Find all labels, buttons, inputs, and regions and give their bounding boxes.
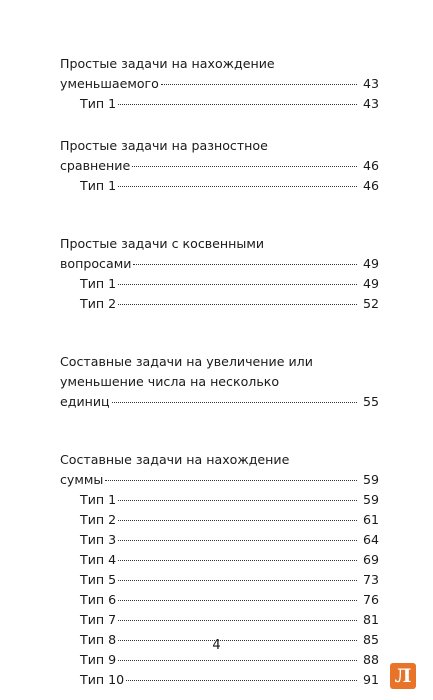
toc-entry [60, 470, 379, 490]
entry-text: Тип 6 [80, 592, 117, 607]
toc-subentry [60, 294, 379, 314]
toc-subentry [60, 530, 379, 550]
entry-page: 64 [362, 532, 379, 547]
section-title: Составные задачи на нахождение [60, 452, 290, 467]
toc-entry [60, 74, 379, 94]
dot-leader [118, 620, 357, 621]
toc-entry [60, 392, 379, 412]
toc-subentry [60, 176, 379, 196]
dot-leader [118, 104, 357, 105]
dot-leader [118, 304, 357, 305]
toc-subentry [60, 510, 379, 530]
toc-section [60, 136, 379, 196]
entry-text: Тип 5 [80, 572, 117, 587]
entry-page: 76 [362, 592, 379, 607]
dot-leader [112, 402, 357, 403]
toc-entry [60, 156, 379, 176]
entry-text: единиц [60, 394, 110, 409]
toc-subentry [60, 94, 379, 114]
entry-text: Тип 1 [80, 276, 117, 291]
entry-text: сравнение [60, 158, 131, 173]
entry-page: 43 [362, 96, 379, 111]
section-title: уменьшение числа на несколько [60, 374, 280, 389]
entry-page: 46 [362, 158, 379, 173]
entry-page: 85 [362, 632, 379, 647]
entry-text: Тип 2 [80, 296, 117, 311]
dot-leader [118, 284, 357, 285]
toc-subentry [60, 610, 379, 630]
entry-page: 59 [362, 472, 379, 487]
dot-leader [118, 540, 357, 541]
toc-subentry [60, 274, 379, 294]
entry-text: суммы [60, 472, 104, 487]
entry-page: 81 [362, 612, 379, 627]
toc-section [60, 450, 379, 690]
dot-leader [118, 560, 357, 561]
toc-subentry [60, 490, 379, 510]
toc-subentry [60, 570, 379, 590]
dot-leader [118, 660, 357, 661]
section-title: Простые задачи с косвенными [60, 236, 265, 251]
dot-leader [118, 520, 357, 521]
entry-text: уменьшаемого [60, 76, 159, 91]
toc-entry [60, 254, 379, 274]
dot-leader [118, 600, 357, 601]
toc-subentry [60, 650, 379, 670]
entry-text: Тип 2 [80, 512, 117, 527]
entry-page: 49 [362, 256, 379, 271]
toc-subentry [60, 550, 379, 570]
entry-text: Тип 10 [80, 672, 125, 687]
labirint-logo-icon: Л [390, 663, 416, 689]
entry-page: 49 [362, 276, 379, 291]
entry-text: вопросами [60, 256, 132, 271]
entry-page: 52 [362, 296, 379, 311]
toc-section [60, 54, 379, 114]
entry-page: 55 [362, 394, 379, 409]
entry-page: 88 [362, 652, 379, 667]
entry-text: Тип 7 [80, 612, 117, 627]
toc-section [60, 352, 379, 412]
entry-text: Тип 1 [80, 96, 117, 111]
section-title: Составные задачи на увеличение или [60, 354, 313, 369]
dot-leader [105, 480, 357, 481]
toc-subentry [60, 670, 379, 690]
entry-page: 61 [362, 512, 379, 527]
dot-leader [133, 264, 357, 265]
dot-leader [126, 680, 357, 681]
entry-page: 73 [362, 572, 379, 587]
entry-page: 59 [362, 492, 379, 507]
dot-leader [132, 166, 357, 167]
toc-section [60, 234, 379, 314]
toc-subentry [60, 590, 379, 610]
entry-page: 91 [362, 672, 379, 687]
section-title: Простые задачи на нахождение [60, 56, 275, 71]
entry-page: 43 [362, 76, 379, 91]
dot-leader [118, 580, 357, 581]
entry-text: Тип 8 [80, 632, 117, 647]
table-of-contents [60, 54, 379, 690]
entry-text: Тип 4 [80, 552, 117, 567]
entry-page: 46 [362, 178, 379, 193]
entry-text: Тип 1 [80, 178, 117, 193]
entry-text: Тип 9 [80, 652, 117, 667]
page-number: 4 [212, 638, 221, 653]
dot-leader [161, 84, 357, 85]
entry-text: Тип 3 [80, 532, 117, 547]
entry-page: 69 [362, 552, 379, 567]
dot-leader [118, 186, 357, 187]
section-title: Простые задачи на разностное [60, 138, 268, 153]
entry-text: Тип 1 [80, 492, 117, 507]
dot-leader [118, 500, 357, 501]
